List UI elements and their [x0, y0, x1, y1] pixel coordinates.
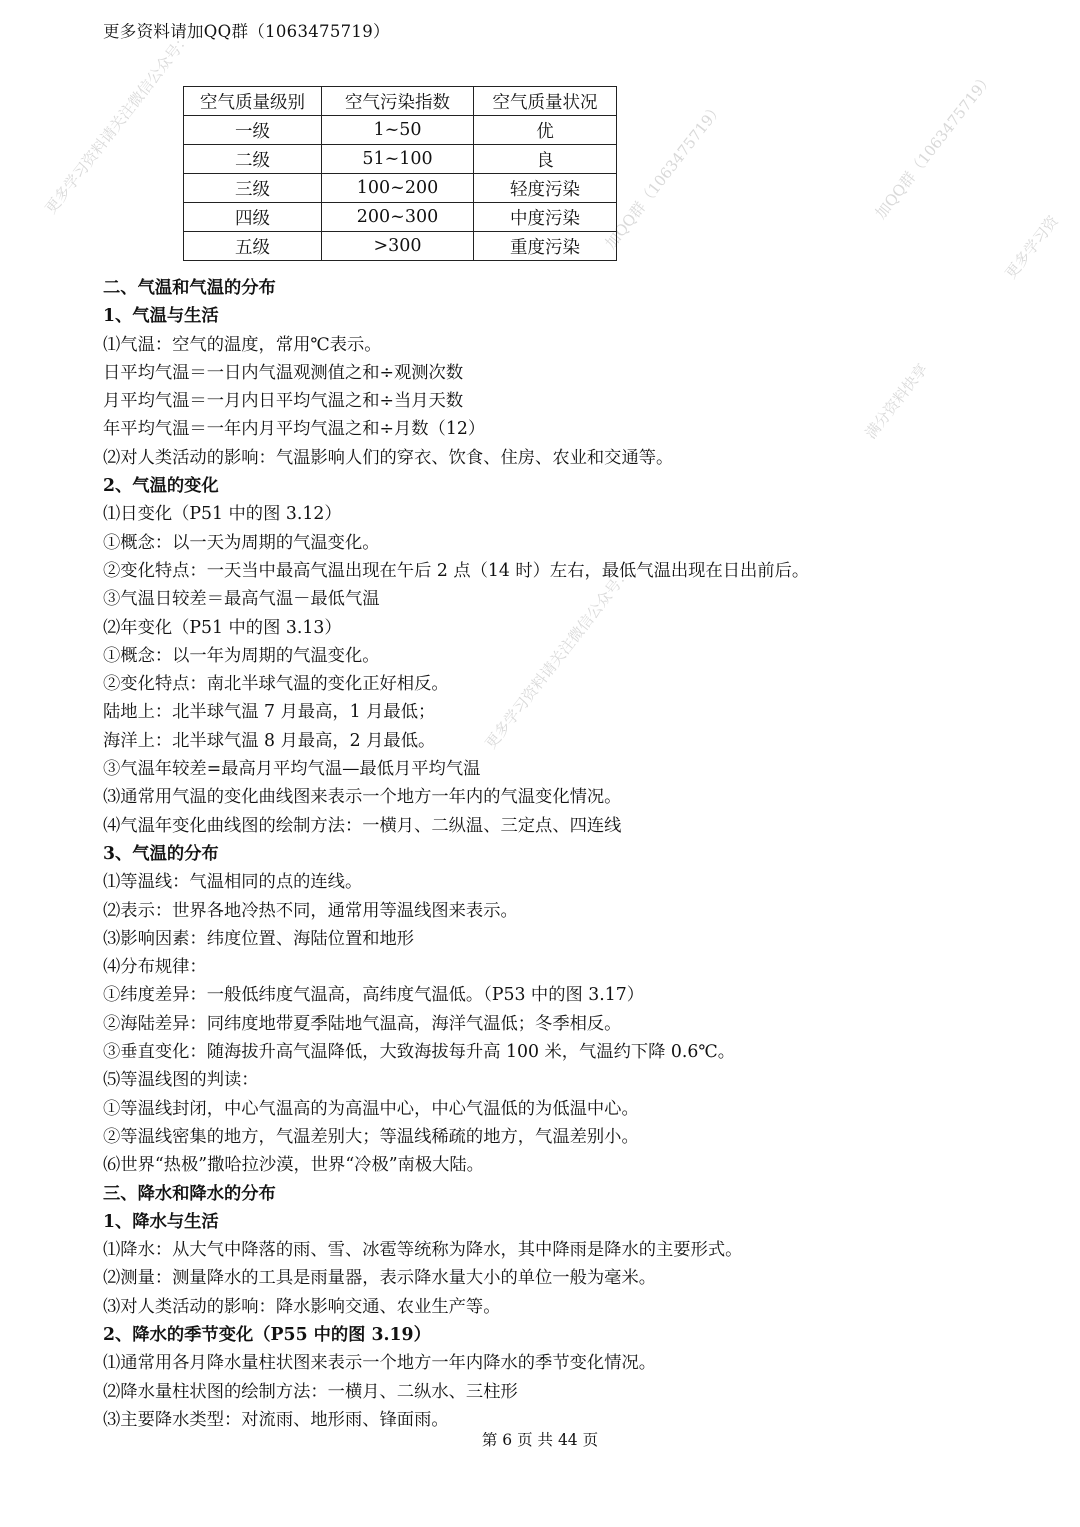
table-row: [184, 232, 617, 261]
watermark-text: 满分资料快享: [861, 360, 932, 443]
table-row: [184, 174, 617, 203]
text-line: 海洋上：北半球气温 8 月最高，2 月最低。: [103, 730, 436, 751]
text-line: ⑵降水量柱状图的绘制方法：一横月、二纵水、三柱形: [103, 1381, 518, 1402]
text-line: ⑵对人类活动的影响：气温影响人们的穿衣、饮食、住房、农业和交通等。: [103, 447, 674, 468]
text-line: 年平均气温＝一年内月平均气温之和÷月数（12）: [103, 419, 486, 440]
watermark-text: 加QQ群（1063475719）: [601, 99, 727, 253]
text-line: ⑶主要降水类型：对流雨、地形雨、锋面雨。: [103, 1409, 449, 1430]
text-line: 陆地上：北半球气温 7 月最高，1 月最低；: [103, 702, 436, 723]
section-heading: 1、降水与生活: [103, 1211, 219, 1232]
table-cell: 1~50: [322, 116, 474, 145]
text-line: ③垂直变化：随海拔升高气温降低，大致海拔每升高 100 米，气温约下降 0.6℃。: [103, 1042, 735, 1063]
table-cell: 四级: [184, 203, 322, 232]
page-footer: 第 6 页 共 44 页: [481, 1431, 599, 1449]
text-line: ⑸等温线图的判读：: [103, 1070, 259, 1091]
table-cell: 一级: [184, 116, 322, 145]
text-line: ②海陆差异：同纬度地带夏季陆地气温高，海洋气温低；冬季相反。: [103, 1013, 622, 1034]
watermark-text: 加QQ群（1063475719）: [871, 69, 997, 223]
text-line: ①纬度差异：一般低纬度气温高，高纬度气温低。（P53 中的图 3.17）: [103, 985, 645, 1006]
text-line: ⑴降水：从大气中降落的雨、雪、冰雹等统称为降水，其中降雨是降水的主要形式。: [103, 1240, 743, 1261]
section-heading: 3、气温的分布: [103, 843, 219, 864]
text-line: ⑷分布规律：: [103, 957, 207, 978]
table-cell: >300: [322, 232, 474, 261]
text-line: ⑶通常用气温的变化曲线图来表示一个地方一年内的气温变化情况。: [103, 787, 622, 808]
document-body: [103, 274, 1003, 1434]
table-cell: 五级: [184, 232, 322, 261]
page-header: 更多资料请加QQ群（1063475719）: [103, 22, 390, 41]
table-cell: 优: [474, 116, 617, 145]
table-row: [184, 116, 617, 145]
table-header-cell: 空气质量状况: [474, 87, 617, 116]
text-line: ②等温线密集的地方，气温差别大；等温线稀疏的地方，气温差别小。: [103, 1126, 639, 1147]
air-quality-table: [183, 86, 617, 261]
text-line: ③气温年较差=最高月平均气温—最低月平均气温: [103, 759, 481, 780]
table-header-row: [184, 87, 617, 116]
text-line: ①概念：以一年为周期的气温变化。: [103, 645, 380, 666]
text-line: ①等温线封闭，中心气温高的为高温中心，中心气温低的为低温中心。: [103, 1098, 639, 1119]
table-cell: 100~200: [322, 174, 474, 203]
text-line: ⑷气温年变化曲线图的绘制方法：一横月、二纵温、三定点、四连线: [103, 815, 622, 836]
table-header-cell: 空气污染指数: [322, 87, 474, 116]
text-line: 日平均气温＝一日内气温观测值之和÷观测次数: [103, 362, 464, 383]
table-cell: 二级: [184, 145, 322, 174]
section-heading: 2、气温的变化: [103, 476, 219, 497]
table-header-cell: 空气质量级别: [184, 87, 322, 116]
text-line: ⑶影响因素：纬度位置、海陆位置和地形: [103, 928, 415, 949]
table-cell: 良: [474, 145, 617, 174]
table-cell: 中度污染: [474, 203, 617, 232]
table-cell: 51~100: [322, 145, 474, 174]
text-line: ②变化特点：南北半球气温的变化正好相反。: [103, 674, 449, 695]
table-cell: 三级: [184, 174, 322, 203]
table-cell: 200~300: [322, 203, 474, 232]
section-heading: 二、气温和气温的分布: [103, 278, 276, 298]
text-line: ①概念：以一天为周期的气温变化。: [103, 532, 380, 553]
text-line: ⑹世界“热极”撒哈拉沙漠，世界“冷极”南极大陆。: [103, 1155, 484, 1176]
text-line: ⑵年变化（P51 中的图 3.13）: [103, 617, 342, 638]
table-cell: 重度污染: [474, 232, 617, 261]
section-heading: 2、降水的季节变化（P55 中的图 3.19）: [103, 1324, 431, 1345]
text-line: ⑴日变化（P51 中的图 3.12）: [103, 504, 342, 525]
table-row: [184, 145, 617, 174]
text-line: ⑴通常用各月降水量柱状图来表示一个地方一年内降水的季节变化情况。: [103, 1353, 657, 1374]
section-heading: 1、气温与生活: [103, 306, 219, 327]
text-line: ⑶对人类活动的影响：降水影响交通、农业生产等。: [103, 1296, 501, 1317]
text-line: ⑵测量：测量降水的工具是雨量器，表示降水量大小的单位一般为毫米。: [103, 1268, 657, 1289]
text-line: ③气温日较差＝最高气温－最低气温: [103, 589, 380, 610]
text-line: ②变化特点：一天当中最高气温出现在午后 2 点（14 时）左右，最低气温出现在日出前后。: [103, 560, 810, 581]
text-line: ⑵表示：世界各地冷热不同，通常用等温线图来表示。: [103, 900, 518, 921]
watermark-text: 更多学习资料请关注微信公众号：: [41, 28, 195, 218]
watermark-text: 更多学习资料请关注微信公众号：: [481, 563, 635, 753]
text-line: ⑴等温线：气温相同的点的连线。: [103, 872, 363, 893]
table-row: [184, 203, 617, 232]
text-line: 月平均气温＝一月内日平均气温之和÷当月天数: [103, 391, 464, 412]
section-heading: 三、降水和降水的分布: [103, 1183, 276, 1204]
watermark-text: 更多学习资: [1001, 212, 1062, 283]
table-cell: 轻度污染: [474, 174, 617, 203]
text-line: ⑴气温：空气的温度，常用℃表示。: [103, 334, 382, 355]
